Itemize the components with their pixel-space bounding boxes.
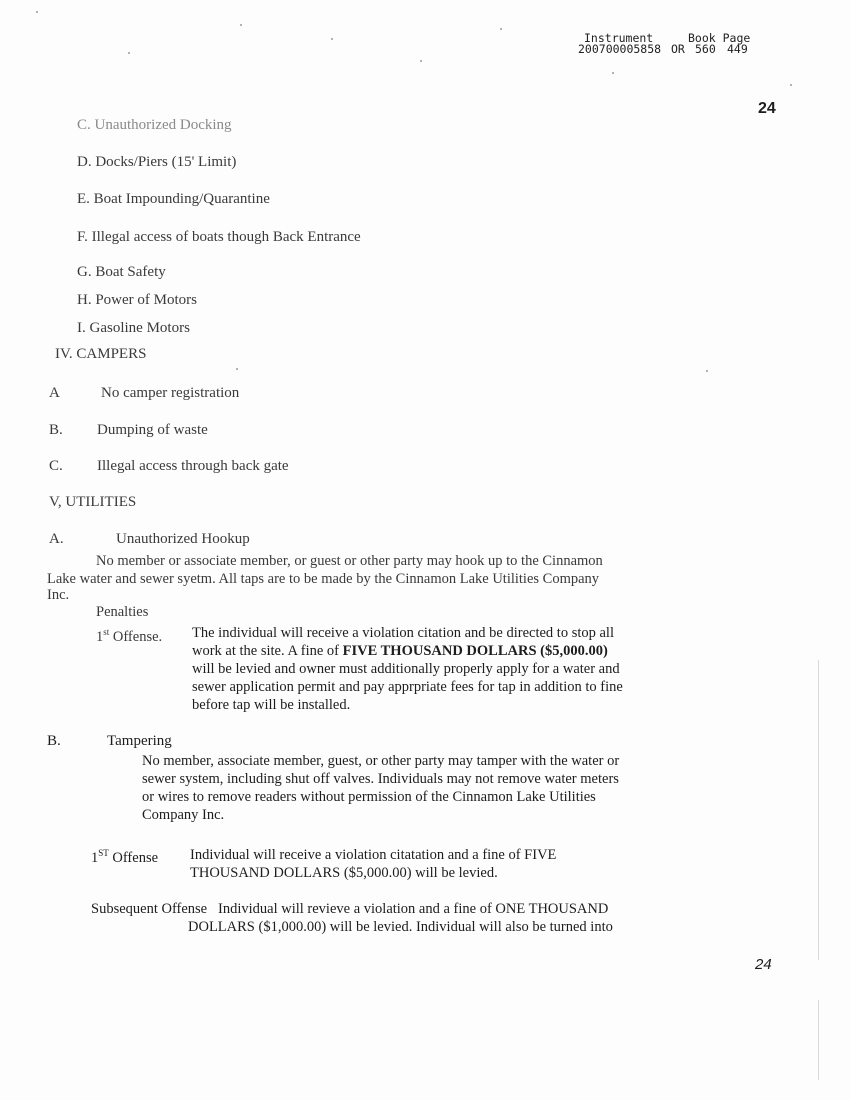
first-offense-line3: will be levied and owner must additionally properly apply for a water and xyxy=(192,661,620,677)
section-v-a-para-line2: Lake water and sewer syetm. All taps are to be made by the Cinnamon Lake Utilities Company xyxy=(47,571,600,587)
first-offense-sup: st xyxy=(103,627,110,637)
section-v-b-para-line3: or wires to remove readers without permission of the Cinnamon Lake Utilities xyxy=(142,789,596,805)
scan-speck xyxy=(500,28,502,30)
scan-speck xyxy=(331,38,333,40)
scan-speck xyxy=(420,60,422,62)
first-offense-word: Offense. xyxy=(112,628,163,645)
book-page-label: Book Page xyxy=(688,31,751,45)
fine-amount-bold: FIVE THOUSAND DOLLARS ($5,000.00) xyxy=(342,643,608,659)
scan-edge-line xyxy=(818,1000,819,1080)
b-first-offense-line1: Individual will receive a violation citatation and a fine of FIVE xyxy=(190,847,557,863)
first-offense-line2-pre: work at the site. A fine of xyxy=(192,643,343,659)
scan-speck xyxy=(36,11,38,13)
page-number-top: 24 xyxy=(758,100,776,117)
first-offense-label xyxy=(96,623,162,646)
section-v-a-letter: A. xyxy=(49,531,64,547)
scan-speck xyxy=(236,368,238,370)
section-v-b-title: Tampering xyxy=(107,733,172,749)
section-v-b-para-line4: Company Inc. xyxy=(142,807,225,823)
book-number: 560 xyxy=(695,42,716,56)
section-v-a-title: Unauthorized Hookup xyxy=(116,531,250,547)
section-v-b-para-line2: sewer system, including shut off valves. Individuals may not remove water meters xyxy=(142,771,619,787)
item-iii-d: D. Docks/Piers (15' Limit) xyxy=(77,154,237,170)
first-offense-num: 1 xyxy=(96,628,104,645)
b-first-offense-sup: ST xyxy=(98,848,109,858)
instrument-label: Instrument xyxy=(584,31,654,45)
item-iii-g: G. Boat Safety xyxy=(77,264,166,280)
b-first-offense-word: Offense xyxy=(112,849,159,866)
section-iv-heading: IV. CAMPERS xyxy=(55,346,147,362)
page-number-bottom: 24 xyxy=(755,956,772,973)
scan-speck xyxy=(706,370,708,372)
section-v-heading: V, UTILITIES xyxy=(49,494,137,510)
section-iv-c-text: Illegal access through back gate xyxy=(97,458,289,474)
scan-edge-line xyxy=(818,660,819,960)
scan-speck xyxy=(240,24,242,26)
subsequent-offense-text1: Individual will revieve a violation and a fine of ONE THOUSAND xyxy=(218,901,609,917)
section-v-a-para-line3: Inc. xyxy=(47,587,70,603)
b-first-offense-num: 1 xyxy=(91,849,99,866)
b-first-offense-label xyxy=(91,844,158,867)
first-offense-line5: before tap will be installed. xyxy=(192,697,351,713)
item-iii-c: C. Unauthorized Docking xyxy=(77,117,232,133)
item-iii-f: F. Illegal access of boats though Back Entrance xyxy=(77,229,361,245)
section-iv-a-letter: A xyxy=(49,385,60,401)
b-first-offense-line2: THOUSAND DOLLARS ($5,000.00) will be levied. xyxy=(190,865,498,881)
penalties-label: Penalties xyxy=(96,604,149,620)
subsequent-offense-line2: DOLLARS ($1,000.00) will be levied. Individual will also be turned into xyxy=(188,919,613,935)
first-offense-line2 xyxy=(192,642,608,660)
page-number-stamp: 449 xyxy=(727,42,748,56)
section-iv-a-text: No camper registration xyxy=(101,385,240,401)
instrument-number: 200700005858 xyxy=(578,42,662,56)
section-v-a-para-line1: No member or associate member, or guest or other party may hook up to the Cinnamon xyxy=(96,553,603,569)
section-v-b-letter: B. xyxy=(47,733,61,749)
section-iv-b-text: Dumping of waste xyxy=(97,422,208,438)
book-type: OR xyxy=(671,42,685,56)
scan-speck xyxy=(128,52,130,54)
scan-speck xyxy=(612,72,614,74)
subsequent-offense-line1 xyxy=(91,900,608,918)
item-iii-e: E. Boat Impounding/Quarantine xyxy=(77,191,270,207)
section-iv-c-letter: C. xyxy=(49,458,63,474)
first-offense-line1: The individual will receive a violation citation and be directed to stop all xyxy=(192,625,614,641)
scan-speck xyxy=(790,84,792,86)
subsequent-offense-label: Subsequent Offense xyxy=(91,901,208,917)
section-iv-b-letter: B. xyxy=(49,422,63,438)
item-iii-h: H. Power of Motors xyxy=(77,292,197,308)
section-v-b-para-line1: No member, associate member, guest, or other party may tamper with the water or xyxy=(142,753,620,769)
item-iii-i: I. Gasoline Motors xyxy=(77,320,190,336)
first-offense-line4: sewer application permit and pay apprpriate fees for tap in addition to fine xyxy=(192,679,623,695)
